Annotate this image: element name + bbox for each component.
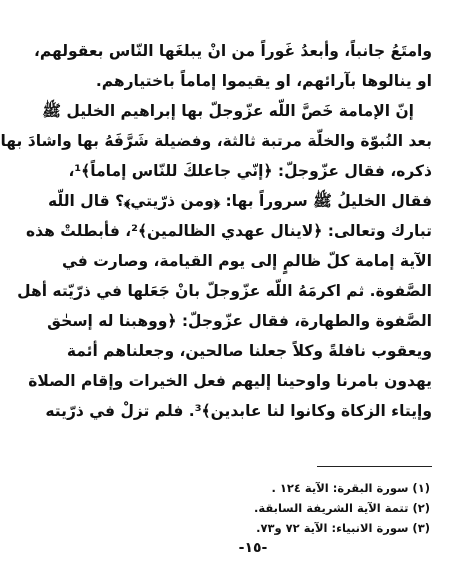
body-line-11: ويعقوب نافلةً وكلاً جعلنا صالحين، وجعلناهم أئمة: [66, 342, 432, 360]
body-line-1: وامتَعُ جانباً، وأبعدُ غَوراً من انْ يبلغَها النّاس بعقولهم،: [33, 42, 432, 60]
body-line-9: الصَّفوة. ثم اكرمَهُ اللّه عزّوجلّ بانْ جَعَلها في ذرّيّته أهل: [17, 282, 432, 300]
body-line-10: الصَّفوة والطهارة، فقال عزّوجلّ: ﴿ووهبنا له إسحٰق: [47, 312, 432, 330]
body-line-2: او ينالوها بآرائهم، او يقيموا إماماً باختيارهم.: [95, 72, 432, 90]
body-line-8: الآية إمامة كلّ ظالمٍ إلى يوم القيامة، وصارت في: [61, 252, 432, 270]
footnote-2: (٢) تتمة الآية الشريفة السابقة.: [254, 501, 430, 515]
body-line-5: ذكره، فقال عزّوجلّ: ﴿إنّي جاعلكَ للنّاس إماماً﴾¹،: [68, 162, 432, 180]
footnote-divider: [317, 466, 432, 467]
page-number: -١٥-: [238, 540, 268, 556]
body-line-13: وإيتاء الزكاة وكانوا لنا عابدين﴾³. فلم تزلْ في ذرّيته: [45, 402, 432, 420]
body-line-4: بعد النُبوّة والخلّة مرتبة ثالثة، وفضيلة شَرَّفَهُ بها واشادَ بها: [0, 132, 432, 150]
body-line-12: يهدون بامرنا واوحينا إليهم فعل الخيرات وإقام الصلاة: [28, 372, 432, 390]
body-line-6: فقال الخليلُ ﷺ سروراً بها: ﴿ومن ذرّيتي﴾؟ قال اللّه: [48, 192, 432, 210]
footnote-3: (٣) سورة الانبياء: الآية ٧٢ و٧٣.: [256, 521, 430, 535]
body-line-7: تبارك وتعالى: ﴿لاينال عهدي الظالمين﴾²، فأبطلتْ هذه: [26, 222, 432, 240]
body-line-3: إنّ الإمامة خَصَّ اللّه عزّوجلّ بها إبراهيم الخليل ﷺ: [42, 102, 414, 120]
footnote-1: (١) سورة البقرة: الآية ١٢٤ .: [271, 481, 430, 495]
